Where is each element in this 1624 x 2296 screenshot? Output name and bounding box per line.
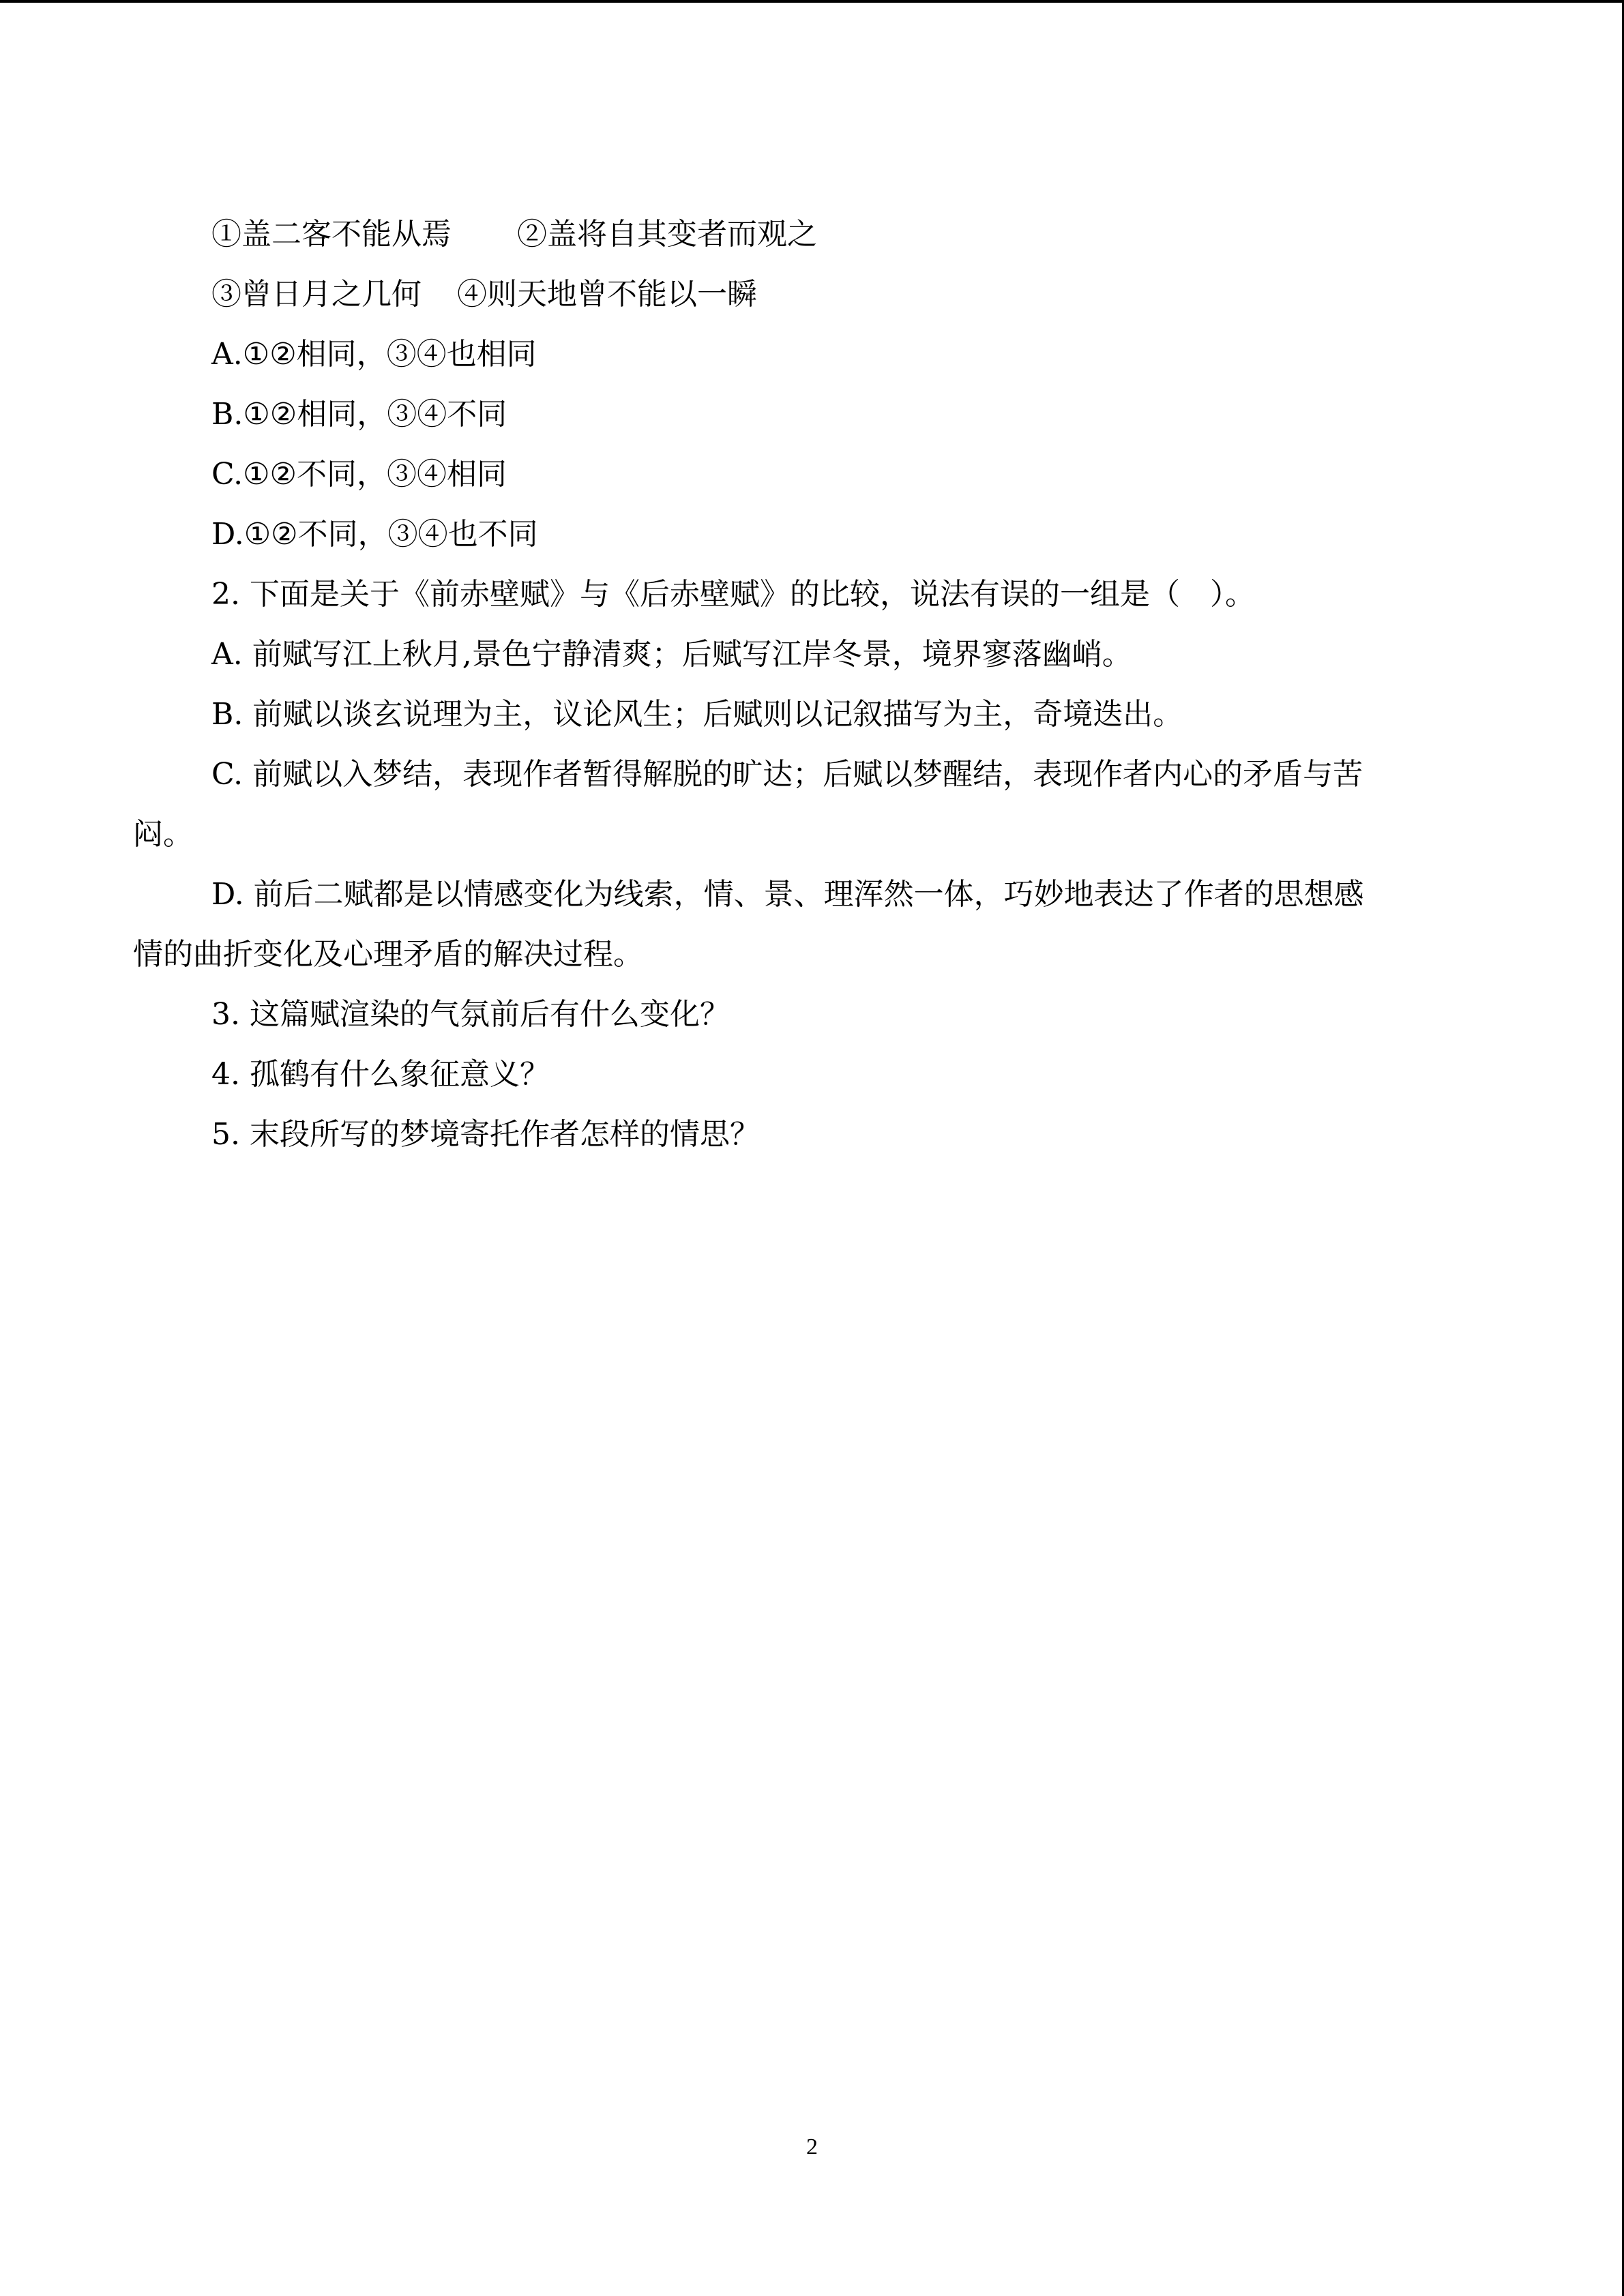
q2-choice-a: A. 前赋写江上秋月,景色宁静清爽；后赋写江岸冬景，境界寥落幽峭。 [211,637,1132,672]
question-4: 4. 孤鹤有什么象征意义？ [211,1057,550,1092]
option-3: ③曾日月之几何 [211,277,422,312]
q1-choice-a: A.①②相同，③④也相同 [211,337,537,372]
q2-choice-b: B. 前赋以谈玄说理为主，议论风生；后赋则以记叙描写为主，奇境迭出。 [211,697,1183,732]
q1-choice-d: D.①②不同，③④也不同 [211,517,538,552]
options-line-1 [211,214,817,255]
options-line-2 [211,274,757,315]
q2-choice-c-line1: C. 前赋以入梦结，表现作者暂得解脱的旷达；后赋以梦醒结，表现作者内心的矛盾与苦 [211,757,1363,792]
question-5: 5. 末段所写的梦境寄托作者怎样的情思？ [211,1117,760,1152]
q1-choice-c: C.①②不同，③④相同 [211,457,507,492]
option-4: ④则天地曾不能以一瞬 [457,277,757,312]
q2-choice-d-line1: D. 前后二赋都是以情感变化为线索，情、景、理浑然一体，巧妙地表达了作者的思想感 [211,877,1364,912]
q1-choice-b: B.①②相同，③④不同 [211,397,507,432]
question-3: 3. 这篇赋渲染的气氛前后有什么变化？ [211,997,730,1032]
q2-stem: 2. 下面是关于《前赤壁赋》与《后赤壁赋》的比较，说法有误的一组是（ ）。 [211,577,1255,612]
q2-choice-d-line2: 情的曲折变化及心理矛盾的解决过程。 [133,937,643,972]
option-1: ①盖二客不能从焉 [211,217,452,252]
option-2: ②盖将自其变者而观之 [517,217,817,252]
q2-choice-c-line2: 闷。 [133,817,193,852]
page-number: 2 [806,2134,818,2160]
